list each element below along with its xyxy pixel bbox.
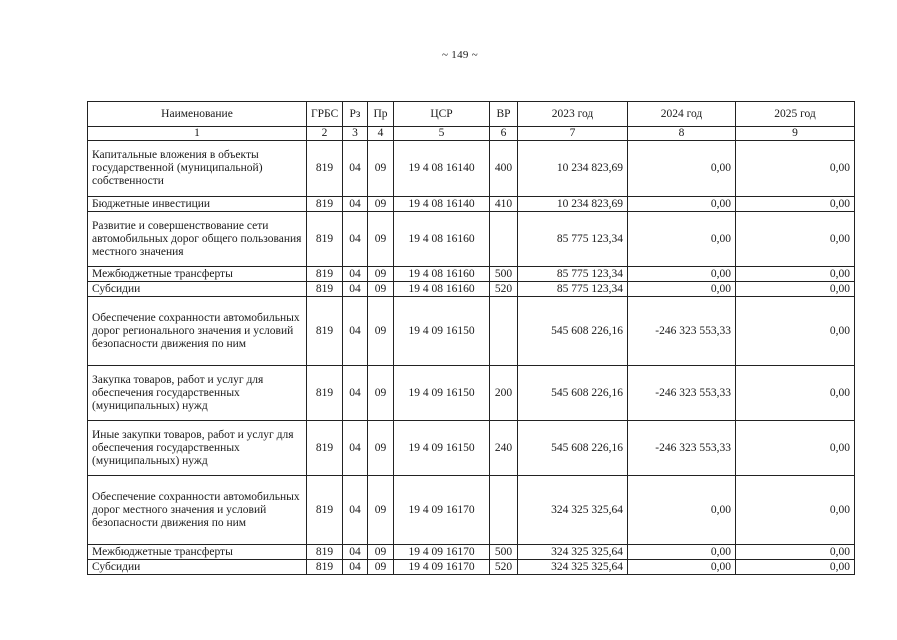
row-amount-2024: -246 323 553,33	[628, 421, 736, 476]
row-amount-2023: 85 775 123,34	[518, 282, 628, 297]
row-vr: 410	[490, 197, 518, 212]
row-vr: 520	[490, 282, 518, 297]
row-amount-2024: -246 323 553,33	[628, 297, 736, 366]
row-amount-2025: 0,00	[736, 560, 855, 575]
row-csr: 19 4 08 16160	[394, 267, 490, 282]
table-row	[88, 212, 855, 267]
row-rz: 04	[343, 197, 368, 212]
row-amount-2023: 324 325 325,64	[518, 545, 628, 560]
row-amount-2024: -246 323 553,33	[628, 366, 736, 421]
row-name: Обеспечение сохранности автомобильных дорог регионального значения и условий безопасности движения по ним	[88, 297, 307, 366]
row-grbs: 819	[307, 476, 343, 545]
row-pr: 09	[368, 141, 394, 197]
row-amount-2023: 545 608 226,16	[518, 421, 628, 476]
row-vr	[490, 476, 518, 545]
row-rz: 04	[343, 545, 368, 560]
row-grbs: 819	[307, 197, 343, 212]
column-header: 2024 год	[628, 102, 736, 127]
table-row	[88, 545, 855, 560]
row-grbs: 819	[307, 421, 343, 476]
row-grbs: 819	[307, 212, 343, 267]
column-header: 2025 год	[736, 102, 855, 127]
row-grbs: 819	[307, 545, 343, 560]
row-amount-2023: 85 775 123,34	[518, 267, 628, 282]
row-name: Развитие и совершенствование сети автомобильных дорог общего пользования местного значения	[88, 212, 307, 267]
row-pr: 09	[368, 282, 394, 297]
row-pr: 09	[368, 297, 394, 366]
row-amount-2025: 0,00	[736, 212, 855, 267]
row-name: Субсидии	[88, 282, 307, 297]
row-amount-2025: 0,00	[736, 476, 855, 545]
row-amount-2024: 0,00	[628, 197, 736, 212]
row-csr: 19 4 09 16150	[394, 421, 490, 476]
row-pr: 09	[368, 366, 394, 421]
column-header: Пр	[368, 102, 394, 127]
column-number: 3	[343, 127, 368, 141]
column-header: 2023 год	[518, 102, 628, 127]
column-header: ВР	[490, 102, 518, 127]
table-row	[88, 141, 855, 197]
row-name: Капитальные вложения в объекты государственной (муниципальной) собственности	[88, 141, 307, 197]
row-name: Закупка товаров, работ и услуг для обеспечения государственных (муниципальных) нужд	[88, 366, 307, 421]
column-number: 5	[394, 127, 490, 141]
row-csr: 19 4 09 16170	[394, 545, 490, 560]
row-name: Межбюджетные трансферты	[88, 545, 307, 560]
row-grbs: 819	[307, 282, 343, 297]
row-amount-2025: 0,00	[736, 267, 855, 282]
table-row	[88, 282, 855, 297]
column-number: 4	[368, 127, 394, 141]
row-pr: 09	[368, 421, 394, 476]
row-csr: 19 4 09 16170	[394, 560, 490, 575]
page-number: ~ 149 ~	[441, 49, 478, 61]
row-rz: 04	[343, 476, 368, 545]
column-number: 2	[307, 127, 343, 141]
column-header: Рз	[343, 102, 368, 127]
row-grbs: 819	[307, 560, 343, 575]
row-pr: 09	[368, 197, 394, 212]
row-amount-2023: 10 234 823,69	[518, 141, 628, 197]
row-grbs: 819	[307, 366, 343, 421]
budget-table	[87, 101, 855, 575]
row-rz: 04	[343, 297, 368, 366]
row-vr: 200	[490, 366, 518, 421]
row-amount-2024: 0,00	[628, 560, 736, 575]
header-row	[88, 102, 855, 127]
row-grbs: 819	[307, 141, 343, 197]
row-amount-2023: 545 608 226,16	[518, 297, 628, 366]
row-pr: 09	[368, 545, 394, 560]
row-vr: 240	[490, 421, 518, 476]
row-name: Бюджетные инвестиции	[88, 197, 307, 212]
row-rz: 04	[343, 282, 368, 297]
row-amount-2024: 0,00	[628, 141, 736, 197]
row-name: Иные закупки товаров, работ и услуг для обеспечения государственных (муниципальных) нужд	[88, 421, 307, 476]
row-amount-2025: 0,00	[736, 282, 855, 297]
row-amount-2024: 0,00	[628, 476, 736, 545]
table-row	[88, 297, 855, 366]
row-pr: 09	[368, 560, 394, 575]
row-rz: 04	[343, 366, 368, 421]
row-amount-2023: 324 325 325,64	[518, 560, 628, 575]
row-amount-2024: 0,00	[628, 282, 736, 297]
column-number: 6	[490, 127, 518, 141]
row-amount-2024: 0,00	[628, 212, 736, 267]
row-amount-2025: 0,00	[736, 421, 855, 476]
column-number: 8	[628, 127, 736, 141]
row-name: Межбюджетные трансферты	[88, 267, 307, 282]
row-amount-2025: 0,00	[736, 141, 855, 197]
row-vr	[490, 212, 518, 267]
table-row	[88, 197, 855, 212]
row-amount-2023: 85 775 123,34	[518, 212, 628, 267]
row-rz: 04	[343, 560, 368, 575]
row-vr: 500	[490, 545, 518, 560]
row-amount-2024: 0,00	[628, 267, 736, 282]
column-header: Наименование	[88, 102, 307, 127]
row-amount-2024: 0,00	[628, 545, 736, 560]
row-grbs: 819	[307, 267, 343, 282]
row-csr: 19 4 09 16150	[394, 366, 490, 421]
row-csr: 19 4 08 16160	[394, 282, 490, 297]
row-amount-2025: 0,00	[736, 197, 855, 212]
row-grbs: 819	[307, 297, 343, 366]
row-amount-2023: 545 608 226,16	[518, 366, 628, 421]
column-number-row	[88, 127, 855, 141]
row-csr: 19 4 09 16150	[394, 297, 490, 366]
row-name: Обеспечение сохранности автомобильных дорог местного значения и условий безопасности движения по ним	[88, 476, 307, 545]
row-csr: 19 4 09 16170	[394, 476, 490, 545]
column-header: ГРБС	[307, 102, 343, 127]
column-header: ЦСР	[394, 102, 490, 127]
column-number: 7	[518, 127, 628, 141]
table-row	[88, 366, 855, 421]
column-number: 9	[736, 127, 855, 141]
column-number: 1	[88, 127, 307, 141]
table-row	[88, 267, 855, 282]
row-amount-2025: 0,00	[736, 297, 855, 366]
table-row	[88, 421, 855, 476]
row-csr: 19 4 08 16140	[394, 141, 490, 197]
table-row	[88, 476, 855, 545]
row-vr: 500	[490, 267, 518, 282]
row-name: Субсидии	[88, 560, 307, 575]
row-csr: 19 4 08 16160	[394, 212, 490, 267]
row-amount-2025: 0,00	[736, 545, 855, 560]
row-rz: 04	[343, 421, 368, 476]
row-pr: 09	[368, 212, 394, 267]
row-rz: 04	[343, 141, 368, 197]
row-rz: 04	[343, 212, 368, 267]
row-amount-2023: 324 325 325,64	[518, 476, 628, 545]
row-amount-2025: 0,00	[736, 366, 855, 421]
row-vr	[490, 297, 518, 366]
row-vr: 400	[490, 141, 518, 197]
row-vr: 520	[490, 560, 518, 575]
row-pr: 09	[368, 476, 394, 545]
row-csr: 19 4 08 16140	[394, 197, 490, 212]
table-row	[88, 560, 855, 575]
row-pr: 09	[368, 267, 394, 282]
row-rz: 04	[343, 267, 368, 282]
row-amount-2023: 10 234 823,69	[518, 197, 628, 212]
